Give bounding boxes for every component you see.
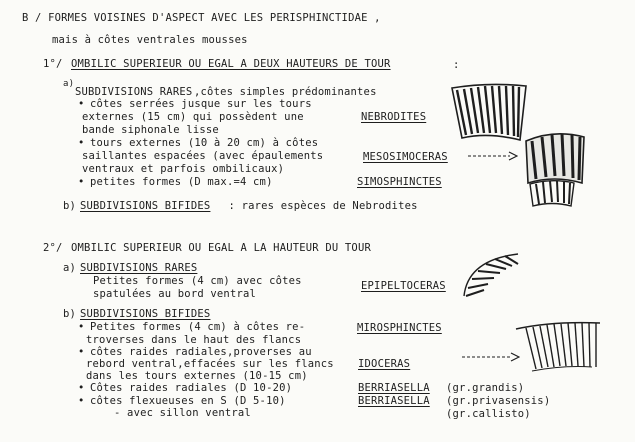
- arrow-idoceras: [462, 352, 520, 362]
- genus-idoceras: IDOCERAS: [358, 358, 411, 370]
- genus-simosphinctes: SIMOSPHINCTES: [357, 176, 442, 188]
- genus-berriasella: BERRIASELLA: [358, 395, 430, 407]
- group-label: (gr.privasensis): [446, 395, 551, 407]
- section-1a-marker: a): [63, 79, 75, 89]
- group-label: (gr.callisto): [446, 408, 531, 420]
- item-line: Petites formes (4 cm) avec côtes: [93, 275, 302, 287]
- bullet: •: [78, 321, 85, 333]
- item-line: Petites formes (4 cm) à côtes re-: [90, 321, 306, 333]
- item-line: ventraux et parfois ombilicaux): [82, 163, 285, 175]
- item-line: côtes flexueuses en S (D 5-10): [90, 395, 286, 407]
- item-line: rebord ventral,effacées sur les flancs: [86, 358, 334, 370]
- item-line: petites formes (D max.=4 cm): [90, 176, 273, 188]
- section-1a-rest: ,côtes simples prédominantes: [194, 86, 377, 98]
- item-line: tours externes (10 à 20 cm) à côtes: [90, 137, 319, 149]
- section-2-title: OMBILIC SUPERIEUR OU EGAL A LA HAUTEUR DU TOUR: [71, 242, 371, 254]
- arrow-mesosimoceras: [468, 151, 518, 161]
- section-1-title: OMBILIC SUPERIEUR OU EGAL A DEUX HAUTEURS DE TOUR: [71, 58, 391, 70]
- section-2-number: 2°/: [43, 242, 63, 254]
- bullet: •: [78, 346, 85, 358]
- section-2a-marker: a): [63, 262, 77, 274]
- genus-mesosimoceras: MESOSIMOCERAS: [363, 151, 448, 163]
- section-1a-title: SUBDIVISIONS RARES: [75, 86, 193, 98]
- idoceras-sketch: [512, 319, 604, 375]
- heading-line-2: mais à côtes ventrales mousses: [52, 34, 248, 46]
- genus-mirosphinctes: MIROSPHINCTES: [357, 322, 442, 334]
- item-line: spatulées au bord ventral: [93, 288, 257, 300]
- heading-line-1: B / FORMES VOISINES D'ASPECT AVEC LES PERISPHINCTIDAE ,: [22, 12, 381, 24]
- section-2a-title: SUBDIVISIONS RARES: [80, 262, 198, 274]
- simosphinctes-sketch: [527, 178, 577, 210]
- item-line: Côtes raides radiales (D 10-20): [90, 382, 293, 394]
- item-line: saillantes espacées (avec épaulements: [82, 150, 324, 162]
- item-line: - avec sillon ventral: [114, 407, 251, 419]
- bullet: •: [78, 382, 85, 394]
- genus-epipeltoceras: EPIPELTOCERAS: [361, 280, 446, 292]
- bullet: •: [78, 395, 85, 407]
- section-2b-marker: b): [63, 308, 77, 320]
- nebrodites-sketch: [448, 80, 530, 146]
- item-line: côtes serrées jusque sur les tours: [90, 98, 312, 110]
- genus-nebrodites: NEBRODITES: [361, 111, 427, 123]
- item-line: côtes raides radiales,proverses au: [90, 346, 312, 358]
- section-1b-marker: b): [63, 200, 77, 212]
- genus-berriasella: BERRIASELLA: [358, 382, 430, 394]
- section-1-number: 1°/: [43, 58, 63, 70]
- bullet: •: [78, 98, 85, 110]
- section-2b-title: SUBDIVISIONS BIFIDES: [80, 308, 211, 320]
- item-line: troverses dans le haut des flancs: [86, 334, 302, 346]
- group-label: (gr.grandis): [446, 382, 525, 394]
- section-1b-title: SUBDIVISIONS BIFIDES: [80, 200, 211, 212]
- bullet: •: [78, 176, 85, 188]
- epipeltoceras-sketch: [458, 250, 524, 302]
- item-line: externes (15 cm) qui possèdent une: [82, 111, 304, 123]
- section-1-title-colon: :: [453, 59, 460, 71]
- item-line: dans les tours externes (10-15 cm): [86, 370, 308, 382]
- bullet: •: [78, 137, 85, 149]
- item-line: bande siphonale lisse: [82, 124, 219, 136]
- section-1b-rest: : rares espèces de Nebrodites: [222, 200, 418, 212]
